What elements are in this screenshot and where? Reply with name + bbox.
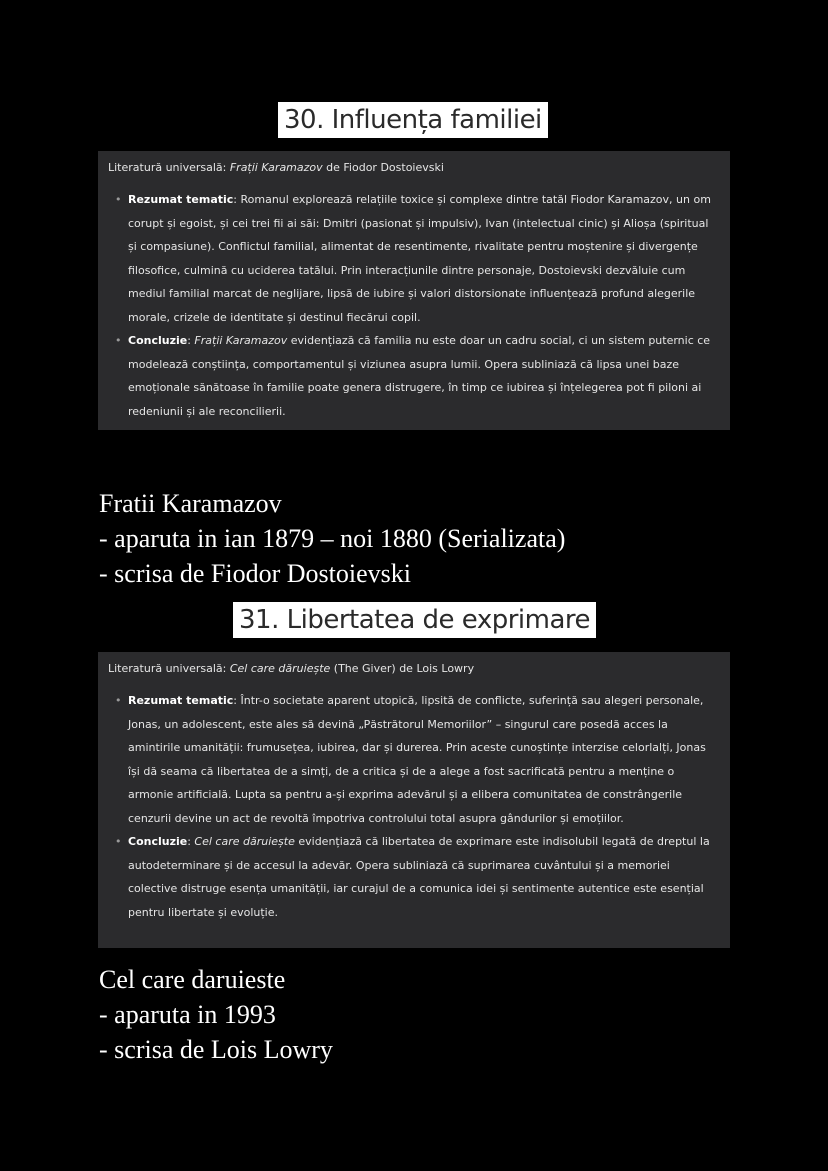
summary-list <box>108 689 718 924</box>
panel-title <box>108 161 718 174</box>
title-prefix: Literatură universală: <box>108 161 230 174</box>
title-prefix: Literatură universală: <box>108 662 230 675</box>
note-author: - scrisa de Lois Lowry <box>99 1035 333 1064</box>
list-item-concluzie <box>128 329 718 423</box>
item-text: evidențiază că libertatea de exprimare este indisolubil legată de dreptul la autodeterminare și de accesul la adevăr. Opera subliniază că suprimarea cuvântului și a memoriei colective distruge esența umanității, iar curajul de a comunica idei și sentimente autentice este esențial pentru libertate și evoluție. <box>128 835 710 919</box>
title-suffix: (The Giver) de Lois Lowry <box>330 662 475 675</box>
note-title: Cel care daruieste <box>99 965 286 994</box>
note-published: - aparuta in 1993 <box>99 1000 276 1029</box>
notes-30 <box>99 486 565 591</box>
item-label: Rezumat tematic <box>128 193 234 206</box>
item-colon: : <box>187 334 195 347</box>
summary-panel-30 <box>98 151 730 430</box>
item-label: Concluzie <box>128 334 188 347</box>
section-heading-31: 31. Libertatea de exprimare <box>233 602 596 638</box>
note-author: - scrisa de Fiodor Dostoievski <box>99 559 411 588</box>
book-title: Cel care dăruiește <box>229 662 331 675</box>
summary-panel-31 <box>98 652 730 948</box>
list-item-rezumat <box>128 689 718 830</box>
note-title: Fratii Karamazov <box>99 489 282 518</box>
list-item-concluzie <box>128 830 718 924</box>
item-label: Concluzie <box>128 835 188 848</box>
item-colon: : <box>187 835 195 848</box>
item-text: evidențiază că familia nu este doar un cadru social, ci un sistem puternic ce modelează conștiința, comportamentul și viziunea asupra lumii. Opera subliniază că lipsa unei baze emoționale sănătoase în familie poate genera distrugere, în timp ce iubirea și înțelegerea pot fi piloni ai redeniunii și ale reconcilierii. <box>128 334 711 418</box>
book-title: Frații Karamazov <box>229 161 323 174</box>
summary-list <box>108 188 718 423</box>
item-text: : Într-o societate aparent utopică, lipsită de conflicte, suferință sau alegeri personale, Jonas, un adolescent, este ales să devină „Păstrătorul Memoriilor” – singurul care posedă acces la amintirile umanității: frumusețea, iubirea, dar și durerea. Prin aceste cunoștințe interzise celorlalți, Jonas își dă seama că libertatea de a simți, de a critica și de a alege a fost sacrificată pentru a menține o armonie artificială. Lupta sa pentru a-și exprima adevărul și a elibera comunitatea de constrângerile cenzurii devine un act de revoltă împotriva controlului total asupra gândurilor și emoțiilor. <box>128 694 706 825</box>
item-book-title: Frații Karamazov <box>194 334 288 347</box>
list-item-rezumat <box>128 188 718 329</box>
item-label: Rezumat tematic <box>128 694 234 707</box>
title-suffix: de Fiodor Dostoievski <box>322 161 444 174</box>
item-book-title: Cel care dăruiește <box>194 835 295 848</box>
notes-31 <box>99 962 333 1067</box>
panel-title <box>108 662 718 675</box>
note-published: - aparuta in ian 1879 – noi 1880 (Serializata) <box>99 524 566 553</box>
section-heading-30: 30. Influența familiei <box>278 102 548 138</box>
item-text: : Romanul explorează relațiile toxice și complexe dintre tatăl Fiodor Karamazov, un om corupt și egoist, și cei trei fii ai săi: Dmitri (pasionat și impulsiv), Ivan (intelectual cinic) și Alioșa (spiritual și compasiune). Conflictul familial, alimentat de resentimente, rivalitate pentru moștenire și divergențe filosofice, culmină cu uciderea tatălui. Prin interacțiunile dintre personaje, Dostoievski dezvăluie cum mediul familial marcat de neglijare, lipsă de iubire și valori distorsionate influențează profund alegerile morale, crizele de identitate și destinul fiecărui copil. <box>128 193 711 324</box>
